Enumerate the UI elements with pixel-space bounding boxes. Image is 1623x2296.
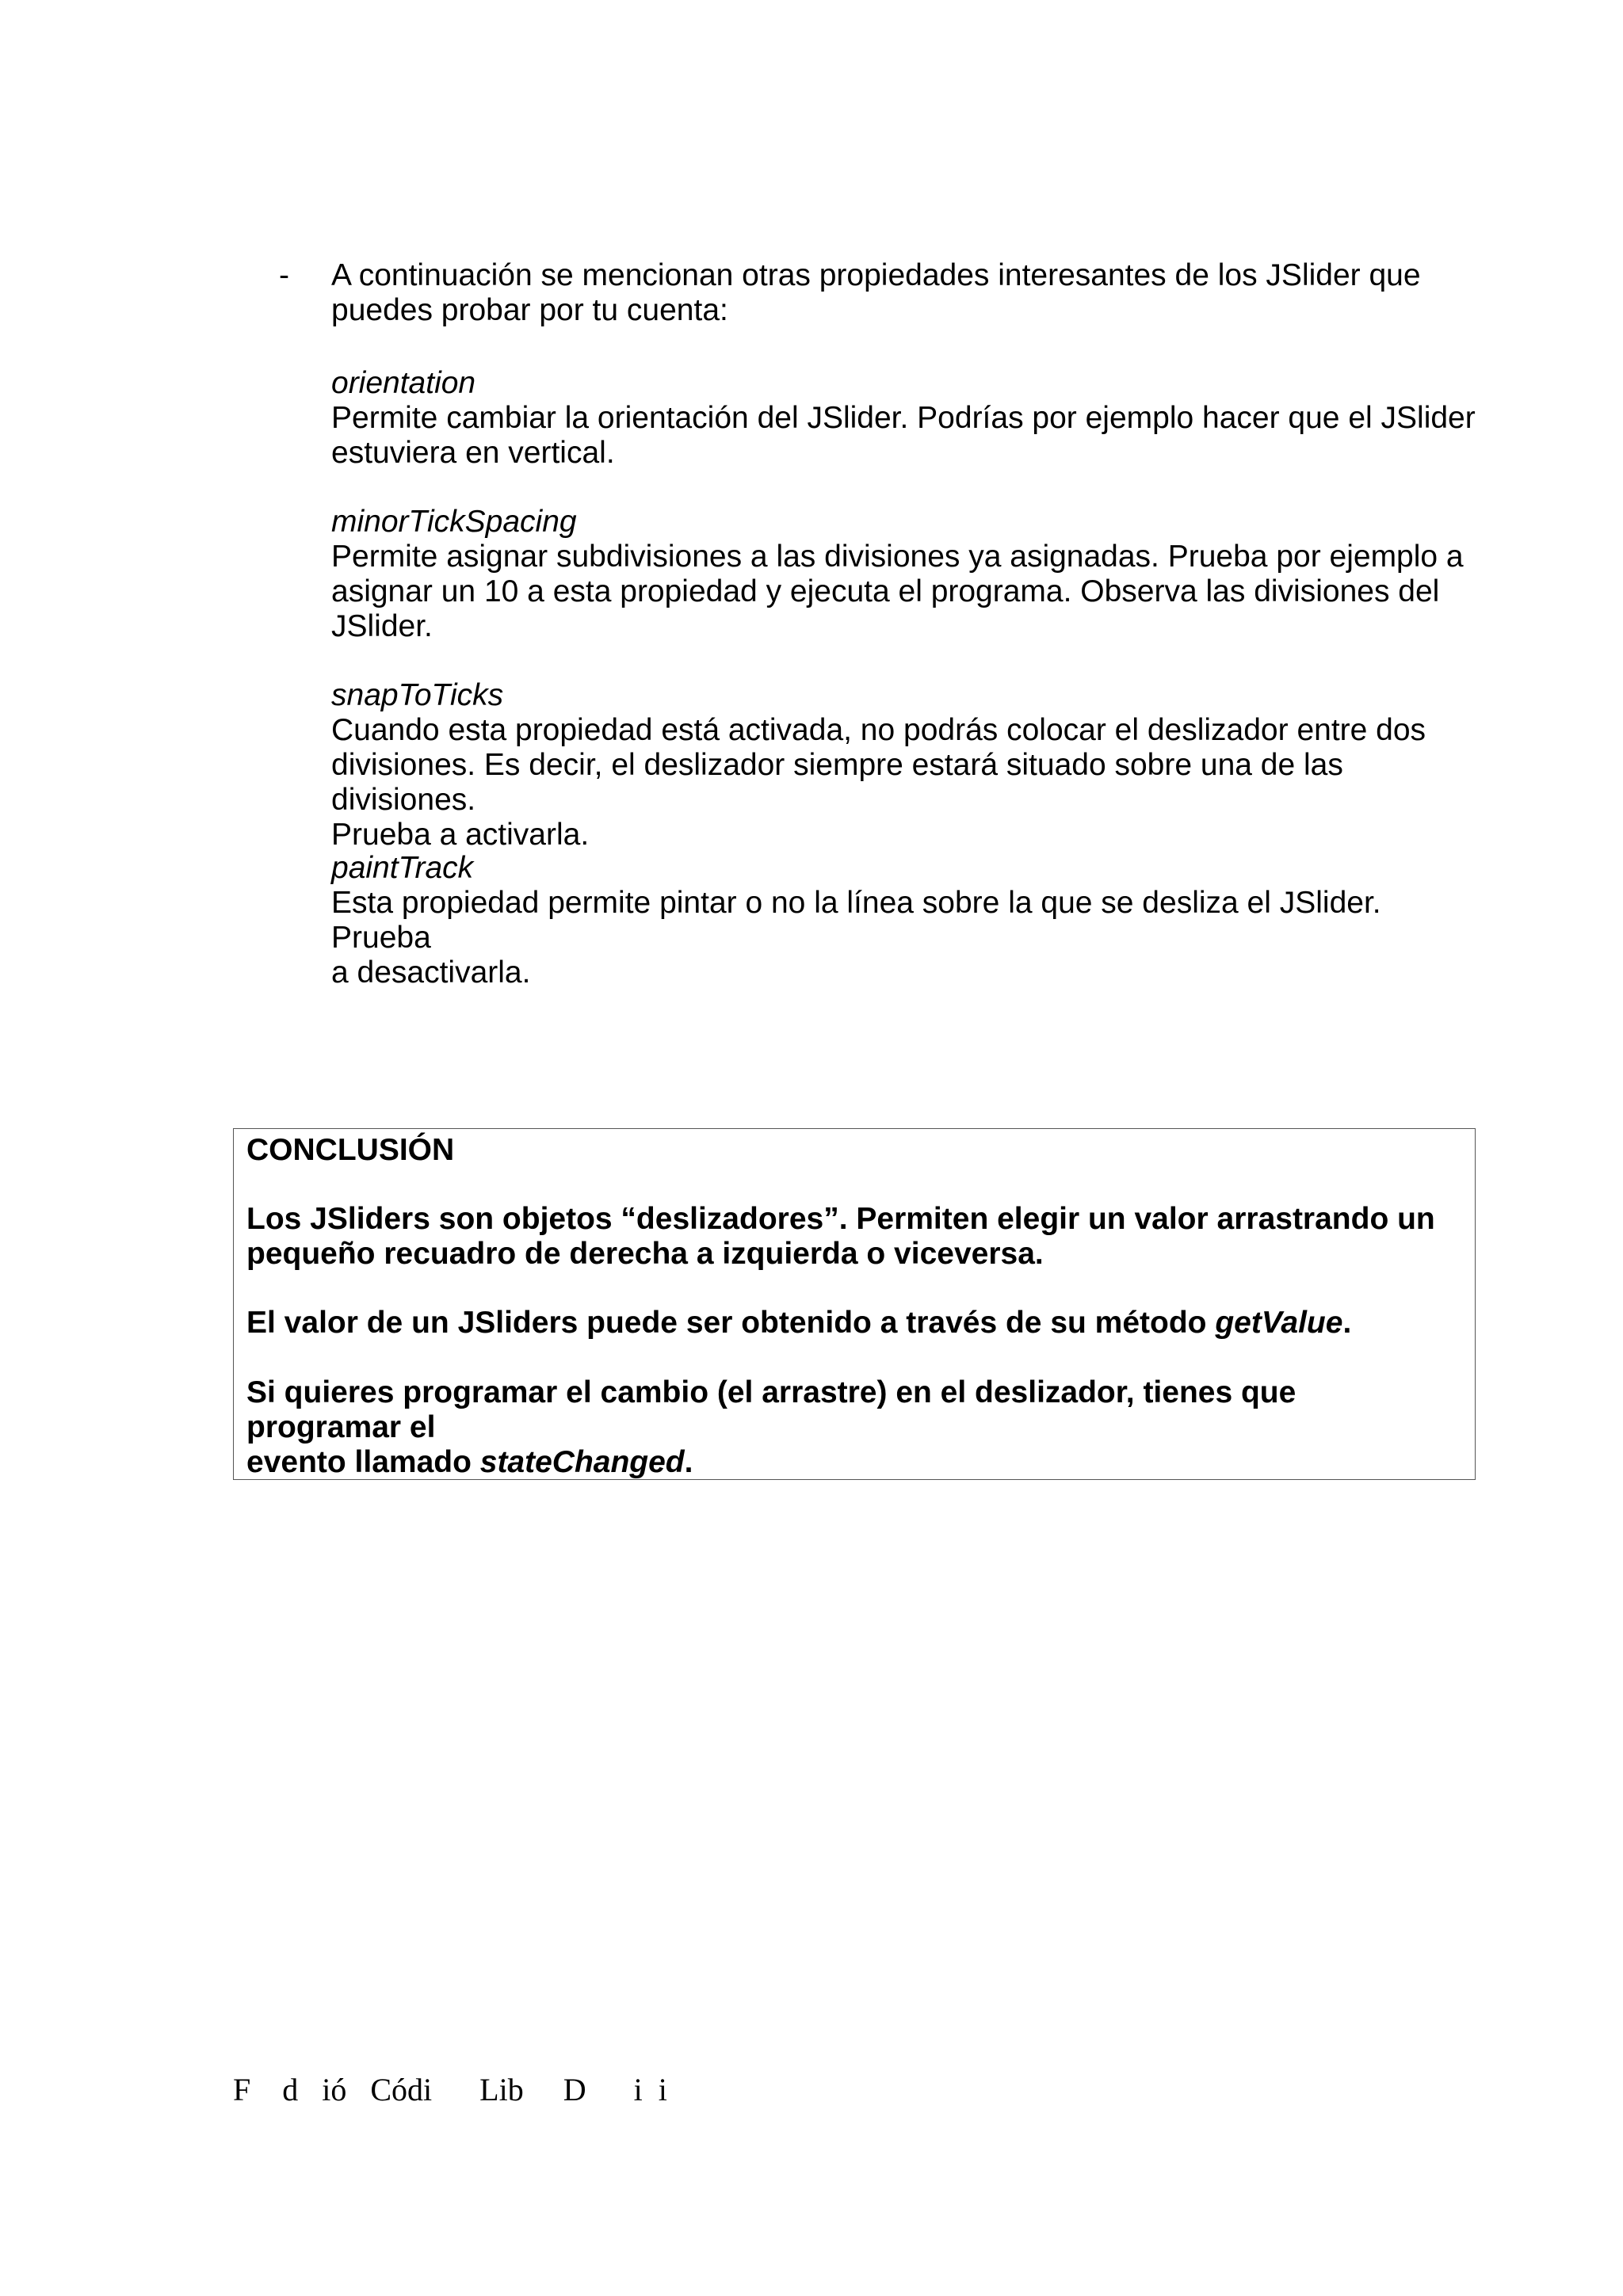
conclusion-period: . xyxy=(1342,1306,1352,1340)
property-desc-line: Prueba a activarla. xyxy=(331,818,590,852)
property-name: paintTrack xyxy=(331,851,474,885)
bullet-intro xyxy=(331,258,1441,328)
property-desc-line: Esta propiedad permite pintar o no la línea sobre la que se desliza el JSlider. Prueba xyxy=(331,886,1381,955)
conclusion-line: pequeño recuadro de derecha a izquierda o viceversa. xyxy=(246,1237,1044,1271)
conclusion-period: . xyxy=(684,1445,693,1479)
property-minorTickSpacing xyxy=(331,505,1480,644)
conclusion-paragraph-3 xyxy=(246,1375,1459,1480)
property-name: snapToTicks xyxy=(331,678,504,712)
property-desc-line: Permite cambiar la orientación del JSlider. Podrías por ejemplo hacer que el JSlider xyxy=(331,401,1476,435)
page-footer: F d ió Códi Lib D i i xyxy=(233,2072,667,2107)
conclusion-title: CONCLUSIÓN xyxy=(246,1133,455,1167)
conclusion-text: evento llamado xyxy=(246,1445,480,1479)
property-orientation xyxy=(331,366,1480,471)
bullet-dash: - xyxy=(279,258,289,292)
property-desc-line: Permite asignar subdivisiones a las divisiones ya asignadas. Prueba por ejemplo a xyxy=(331,540,1464,574)
property-name: orientation xyxy=(331,366,476,400)
property-paintTrack xyxy=(331,851,1480,990)
property-snapToTicks xyxy=(331,678,1480,852)
conclusion-line-2 xyxy=(246,1445,1459,1480)
conclusion-paragraph-1 xyxy=(246,1202,1459,1272)
method-name: getValue xyxy=(1215,1306,1343,1340)
intro-line-2: puedes probar por tu cuenta: xyxy=(331,293,728,327)
event-name: stateChanged xyxy=(479,1445,685,1479)
property-name: minorTickSpacing xyxy=(331,505,577,539)
conclusion-text: El valor de un JSliders puede ser obtenido a través de su método xyxy=(246,1306,1216,1340)
intro-line-1: A continuación se mencionan otras propiedades interesantes de los JSlider que xyxy=(331,258,1421,292)
conclusion-box xyxy=(233,1128,1476,1480)
property-desc-line: a desactivarla. xyxy=(331,955,531,990)
property-desc-line: divisiones. Es decir, el deslizador siempre estará situado sobre una de las divisiones. xyxy=(331,748,1343,817)
property-desc-line: JSlider. xyxy=(331,609,433,643)
property-desc-line: Cuando esta propiedad está activada, no podrás colocar el deslizador entre dos xyxy=(331,713,1426,747)
property-desc-line: asignar un 10 a esta propiedad y ejecuta el programa. Observa las divisiones del xyxy=(331,574,1440,608)
conclusion-line: Los JSliders son objetos “deslizadores”. Permiten elegir un valor arrastrando un xyxy=(246,1202,1435,1236)
conclusion-line: Si quieres programar el cambio (el arrastre) en el deslizador, tienes que programar el xyxy=(246,1375,1296,1444)
property-desc-line: estuviera en vertical. xyxy=(331,436,615,470)
conclusion-paragraph-2 xyxy=(246,1306,1459,1341)
